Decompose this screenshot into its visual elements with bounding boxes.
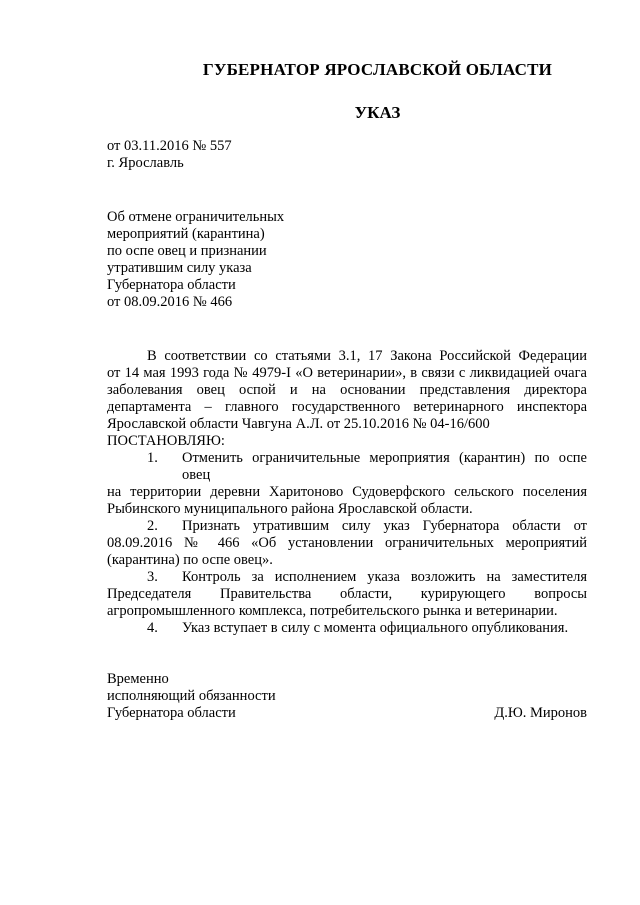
item-4-first-line [107, 620, 587, 637]
item-number: 3. [147, 569, 158, 585]
item-3-first-line [107, 569, 587, 586]
item-number: 4. [147, 620, 158, 636]
item-number: 2. [147, 518, 158, 534]
signatory-position: исполняющий обязанности [107, 688, 276, 704]
city: г. Ярославль [107, 155, 184, 171]
preamble-line: департамента – главного государственного ветеринарного инспектора [107, 399, 587, 415]
signatory-position: Губернатора области [107, 705, 236, 721]
preamble-line: Ярославской области Чавгуна А.Л. от 25.10.2016 № 04-16/600 [107, 416, 490, 432]
item-text: на территории деревни Харитоново Судоверфского сельского поселения [107, 484, 587, 500]
signature-row [107, 705, 587, 722]
date-number: от 03.11.2016 № 557 [107, 138, 232, 154]
item-text: Рыбинского муниципального района Ярославской области. [107, 501, 473, 517]
subject-line: от 08.09.2016 № 466 [107, 294, 233, 310]
item-number: 1. [147, 450, 158, 466]
item-2-first-line [107, 518, 587, 535]
date-block [107, 138, 232, 172]
item-text: Признать утратившим силу указ Губернатора области от [182, 518, 587, 534]
document-type: УКАЗ [354, 103, 401, 122]
item-1-first-line [107, 450, 587, 484]
item-text: 08.09.2016 № 466 «Об установлении ограничительных мероприятий [107, 535, 587, 551]
preamble-line: заболевания овец оспой и на основании представления директора [107, 382, 587, 398]
item-text: (карантина) по оспе овец». [107, 552, 273, 568]
item-text: агропромышленного комплекса, потребительского рынка и ветеринарии. [107, 603, 558, 619]
signatory-position: Временно [107, 671, 169, 687]
resolve-word: ПОСТАНОВЛЯЮ: [107, 433, 225, 449]
subject-line: мероприятий (карантина) [107, 226, 265, 242]
subject-block [107, 209, 284, 311]
subject-line: Губернатора области [107, 277, 236, 293]
subject-line: Об отмене ограничительных [107, 209, 285, 225]
signature-block [107, 671, 587, 722]
item-text: Указ вступает в силу с момента официального опубликования. [182, 620, 569, 636]
item-text: Отменить ограничительные мероприятия (карантин) по оспе овец [182, 450, 587, 483]
issuer-title: ГУБЕРНАТОР ЯРОСЛАВСКОЙ ОБЛАСТИ [202, 60, 553, 79]
preamble-line: от 14 мая 1993 года № 4979-I «О ветеринарии», в связи с ликвидацией очага [107, 365, 587, 381]
body-text [107, 348, 587, 637]
item-text: Контроль за исполнением указа возложить на заместителя [182, 569, 587, 585]
item-text: Председателя Правительства области, курирующего вопросы [107, 586, 587, 602]
preamble-line: В соответствии со статьями 3.1, 17 Закона Российской Федерации [147, 348, 587, 364]
signatory-name: Д.Ю. Миронов [494, 705, 587, 721]
subject-line: по оспе овец и признании [107, 243, 267, 259]
subject-line: утратившим силу указа [107, 260, 252, 276]
